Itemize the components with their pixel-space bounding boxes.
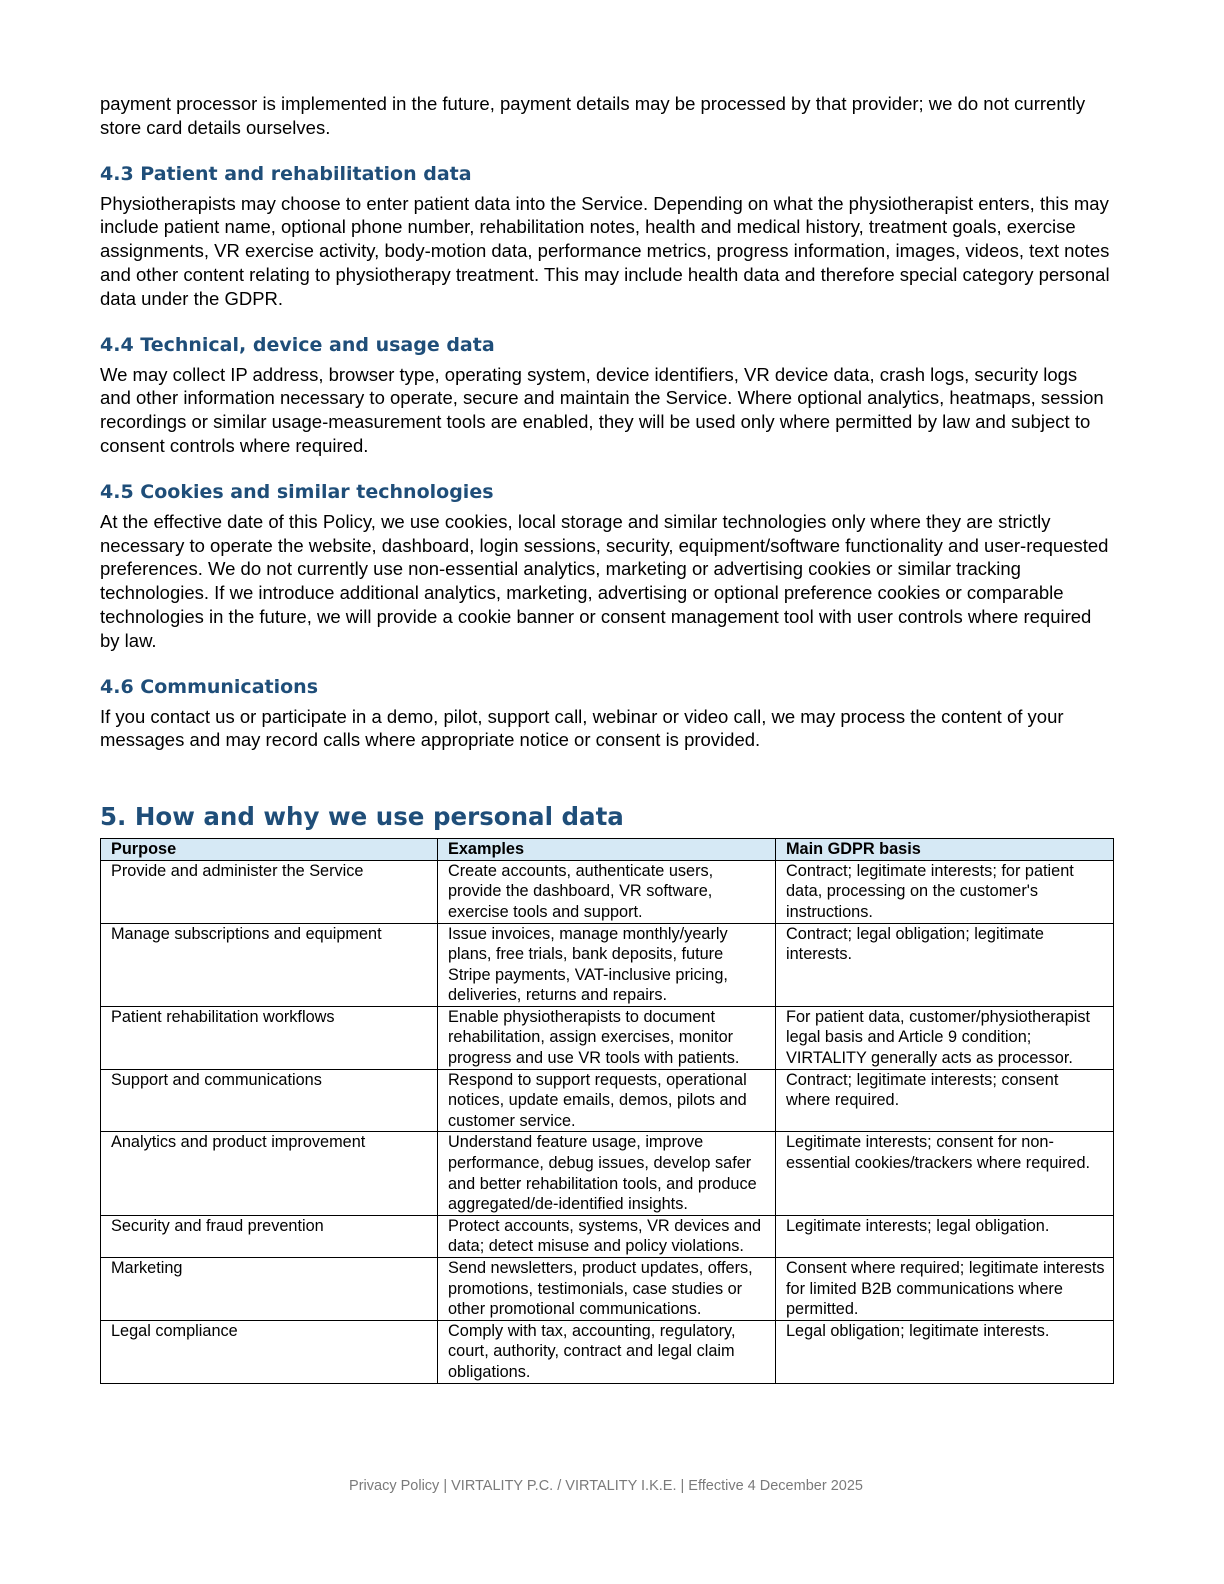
cell-purpose: Manage subscriptions and equipment — [101, 923, 438, 1006]
document-page — [100, 92, 1113, 1384]
cell-examples: Comply with tax, accounting, regulatory, court, authority, contract and legal claim obligations. — [438, 1320, 776, 1383]
section-paragraph: If you contact us or participate in a demo, pilot, support call, webinar or video call, we may process the content of your messages and may record calls where appropriate notice or consent is provided. — [100, 705, 1064, 751]
section-paragraph: At the effective date of this Policy, we use cookies, local storage and similar technologies only where they are strictly necessary to operate the website, dashboard, login sessions, security, equipment/software functionality and user-requested preferences. We do not currently use non-essential analytics, marketing or advertising cookies or similar tracking technologies. If we introduce additional analytics, marketing, advertising or optional preference cookies or comparable technologies in the future, we will provide a cookie banner or consent management tool with user controls where required by law. — [100, 510, 1109, 651]
cell-gdpr-basis: Contract; legitimate interests; for patient data, processing on the customer's instructions. — [776, 860, 1114, 923]
cell-examples: Understand feature usage, improve performance, debug issues, develop safer and better rehabilitation tools, and produce aggregated/de-identified insights. — [438, 1132, 776, 1215]
section-paragraph: We may collect IP address, browser type, operating system, device identifiers, VR device data, crash logs, security logs and other information necessary to operate, secure and maintain the Service. Where optional analytics, heatmaps, session recordings or similar usage-measurement tools are enabled, they will be used only where permitted by law and subject to consent controls where required. — [100, 363, 1104, 456]
section-heading: 4.6 Communications — [100, 675, 318, 698]
cell-gdpr-basis: Legitimate interests; consent for non-essential cookies/trackers where required. — [776, 1132, 1114, 1215]
cell-gdpr-basis: Legal obligation; legitimate interests. — [776, 1320, 1114, 1383]
cell-examples: Enable physiotherapists to document rehabilitation, assign exercises, monitor progress and use VR tools with patients. — [438, 1006, 776, 1069]
table-header-row — [101, 839, 1114, 861]
cell-purpose: Marketing — [101, 1258, 438, 1321]
cell-purpose: Patient rehabilitation workflows — [101, 1006, 438, 1069]
cell-purpose: Security and fraud prevention — [101, 1215, 438, 1257]
section-4-4 — [100, 333, 1113, 458]
page-footer: Privacy Policy | VIRTALITY P.C. / VIRTALITY I.K.E. | Effective 4 December 2025 — [349, 1478, 863, 1494]
table-row — [101, 923, 1114, 1006]
section-4-5 — [100, 480, 1113, 653]
section-paragraph: Physiotherapists may choose to enter patient data into the Service. Depending on what the physiotherapist enters, this may include patient name, optional phone number, rehabilitation notes, health and medical history, treatment goals, exercise assignments, VR exercise activity, body-motion data, performance metrics, progress information, images, videos, text notes and other content relating to physiotherapy treatment. This may include health data and therefore special category personal data under the GDPR. — [100, 192, 1110, 309]
table-row — [101, 1320, 1114, 1383]
section-heading: 4.3 Patient and rehabilitation data — [100, 162, 472, 185]
cell-gdpr-basis: Consent where required; legitimate interests for limited B2B communications where permitted. — [776, 1258, 1114, 1321]
cell-purpose: Provide and administer the Service — [101, 860, 438, 923]
table-row — [101, 860, 1114, 923]
cell-examples: Create accounts, authenticate users, provide the dashboard, VR software, exercise tools and support. — [438, 860, 776, 923]
section-4-6 — [100, 675, 1113, 753]
cell-gdpr-basis: Contract; legitimate interests; consent where required. — [776, 1069, 1114, 1132]
section-4-3 — [100, 162, 1113, 311]
table-row — [101, 1006, 1114, 1069]
cell-purpose: Support and communications — [101, 1069, 438, 1132]
column-header-purpose: Purpose — [101, 839, 438, 861]
table-row — [101, 1258, 1114, 1321]
cell-examples: Respond to support requests, operational notices, update emails, demos, pilots and customer service. — [438, 1069, 776, 1132]
cell-gdpr-basis: Legitimate interests; legal obligation. — [776, 1215, 1114, 1257]
column-header-examples: Examples — [438, 839, 776, 861]
section-heading: 4.4 Technical, device and usage data — [100, 333, 495, 356]
section-5-heading: 5. How and why we use personal data — [100, 802, 624, 832]
section-5 — [100, 802, 1113, 1383]
column-header-gdpr-basis: Main GDPR basis — [776, 839, 1114, 861]
cell-examples: Issue invoices, manage monthly/yearly plans, free trials, bank deposits, future Stripe payments, VAT-inclusive pricing, deliveries, returns and repairs. — [438, 923, 776, 1006]
cell-gdpr-basis: Contract; legal obligation; legitimate interests. — [776, 923, 1114, 1006]
cell-purpose: Analytics and product improvement — [101, 1132, 438, 1215]
purpose-table — [100, 838, 1114, 1383]
cell-examples: Send newsletters, product updates, offers, promotions, testimonials, case studies or other promotional communications. — [438, 1258, 776, 1321]
table-row — [101, 1069, 1114, 1132]
table-row — [101, 1215, 1114, 1257]
intro-paragraph: payment processor is implemented in the future, payment details may be processed by that provider; we do not currently store card details ourselves. — [100, 93, 1086, 138]
cell-purpose: Legal compliance — [101, 1320, 438, 1383]
cell-gdpr-basis: For patient data, customer/physiotherapist legal basis and Article 9 condition; VIRTALITY generally acts as processor. — [776, 1006, 1114, 1069]
table-row — [101, 1132, 1114, 1215]
cell-examples: Protect accounts, systems, VR devices and data; detect misuse and policy violations. — [438, 1215, 776, 1257]
section-heading: 4.5 Cookies and similar technologies — [100, 480, 494, 503]
